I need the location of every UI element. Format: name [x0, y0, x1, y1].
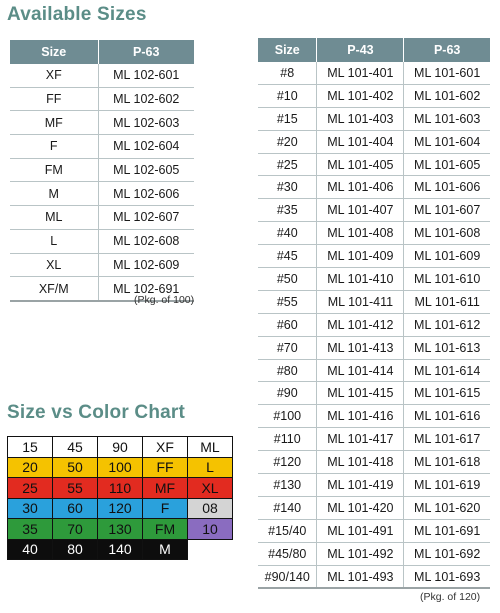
- table-row: [258, 199, 490, 222]
- table-cell: #50: [258, 268, 317, 291]
- color-chart-cell: 25: [8, 478, 53, 499]
- color-chart-cell: 60: [53, 498, 98, 519]
- table-cell: ML 101-605: [404, 153, 490, 176]
- color-chart-cell: 100: [98, 457, 143, 478]
- color-chart-cell: 120: [98, 498, 143, 519]
- table-cell: #130: [258, 474, 317, 497]
- color-chart-cell: 08: [188, 498, 233, 519]
- color-chart-row: [8, 478, 233, 499]
- table-cell: #45/80: [258, 542, 317, 565]
- color-chart-cell: 35: [8, 519, 53, 540]
- table-cell: #90/140: [258, 565, 317, 588]
- table-row: [258, 359, 490, 382]
- table-cell: F: [10, 135, 98, 159]
- table-cell: ML 101-691: [404, 519, 490, 542]
- table-row: [10, 253, 194, 277]
- color-chart-row: [8, 457, 233, 478]
- table-header-row: [10, 40, 194, 64]
- color-chart-cell: 110: [98, 478, 143, 499]
- table-cell: ML 101-491: [317, 519, 404, 542]
- table-row: [258, 382, 490, 405]
- color-chart-row: [8, 519, 233, 540]
- table-cell: #45: [258, 245, 317, 268]
- table-cell: ML 101-416: [317, 405, 404, 428]
- color-chart-heading: Size vs Color Chart: [7, 402, 186, 423]
- table-row: [10, 229, 194, 253]
- table-cell: ML 101-603: [404, 107, 490, 130]
- table-row: [258, 313, 490, 336]
- table-cell: ML 101-417: [317, 428, 404, 451]
- table-cell: #20: [258, 130, 317, 153]
- color-chart-cell: F: [143, 498, 188, 519]
- table-cell: #40: [258, 222, 317, 245]
- table-header-row: [258, 38, 490, 62]
- table-row: [258, 222, 490, 245]
- table-cell: ML 101-608: [404, 222, 490, 245]
- table-row: [10, 206, 194, 230]
- table-row: [258, 519, 490, 542]
- table-cell: ML 102-602: [98, 87, 194, 111]
- color-chart-cell: L: [188, 457, 233, 478]
- table-cell: ML 101-419: [317, 474, 404, 497]
- color-chart-cell: XF: [143, 437, 188, 458]
- table-row: [258, 130, 490, 153]
- table-cell: ML 101-607: [404, 199, 490, 222]
- color-chart-cell: FM: [143, 519, 188, 540]
- table-cell: #80: [258, 359, 317, 382]
- table-cell: #30: [258, 176, 317, 199]
- table-cell: ML 101-404: [317, 130, 404, 153]
- table-cell: ML 102-607: [98, 206, 194, 230]
- column-header: Size: [258, 38, 317, 62]
- table-cell: ML 101-407: [317, 199, 404, 222]
- table-cell: ML 101-692: [404, 542, 490, 565]
- table-row: [258, 62, 490, 84]
- table-row: [10, 135, 194, 159]
- table-row: [10, 111, 194, 135]
- left-sizes-table: [10, 40, 194, 302]
- table-cell: #15/40: [258, 519, 317, 542]
- table-cell: ML 101-619: [404, 474, 490, 497]
- table-cell: XF/M: [10, 277, 98, 301]
- table-row: [258, 405, 490, 428]
- table-cell: XF: [10, 64, 98, 87]
- table-cell: FM: [10, 158, 98, 182]
- table-row: [258, 290, 490, 313]
- color-chart-cell: M: [143, 539, 188, 560]
- table-cell: ML 101-614: [404, 359, 490, 382]
- table-cell: ML 102-606: [98, 182, 194, 206]
- table-cell: MF: [10, 111, 98, 135]
- color-chart-cell: 15: [8, 437, 53, 458]
- column-header: P-43: [317, 38, 404, 62]
- table-cell: #90: [258, 382, 317, 405]
- color-chart-cell: 70: [53, 519, 98, 540]
- table-cell: ML 101-604: [404, 130, 490, 153]
- table-cell: ML 101-405: [317, 153, 404, 176]
- table-cell: #100: [258, 405, 317, 428]
- color-chart-cell: 55: [53, 478, 98, 499]
- table-cell: ML 101-412: [317, 313, 404, 336]
- color-chart-cell: 90: [98, 437, 143, 458]
- table-cell: ML 101-409: [317, 245, 404, 268]
- table-cell: #15: [258, 107, 317, 130]
- table-row: [258, 84, 490, 107]
- table-cell: ML 101-403: [317, 107, 404, 130]
- table-cell: ML 101-617: [404, 428, 490, 451]
- table-row: [258, 107, 490, 130]
- table-cell: ML 101-420: [317, 496, 404, 519]
- table-row: [258, 542, 490, 565]
- color-chart-cell: 40: [8, 539, 53, 560]
- color-chart-cell: XL: [188, 478, 233, 499]
- color-chart-cell: FF: [143, 457, 188, 478]
- table-cell: #55: [258, 290, 317, 313]
- table-cell: ML 101-406: [317, 176, 404, 199]
- color-chart-cell: 50: [53, 457, 98, 478]
- color-chart-cell: 140: [98, 539, 143, 560]
- table-cell: ML 101-693: [404, 565, 490, 588]
- table-cell: #8: [258, 62, 317, 84]
- table-row: [258, 428, 490, 451]
- table-cell: ML 102-609: [98, 253, 194, 277]
- table-cell: ML 101-492: [317, 542, 404, 565]
- table-row: [10, 182, 194, 206]
- table-cell: ML 101-618: [404, 451, 490, 474]
- table-cell: ML 101-414: [317, 359, 404, 382]
- table-cell: ML 101-615: [404, 382, 490, 405]
- table-cell: ML 102-603: [98, 111, 194, 135]
- table-cell: #25: [258, 153, 317, 176]
- table-cell: ML 101-493: [317, 565, 404, 588]
- table-cell: #60: [258, 313, 317, 336]
- table-row: [258, 245, 490, 268]
- table-cell: ML 101-410: [317, 268, 404, 291]
- color-chart-cell: 45: [53, 437, 98, 458]
- table-cell: #70: [258, 336, 317, 359]
- table-cell: ML 101-610: [404, 268, 490, 291]
- table-cell: XL: [10, 253, 98, 277]
- table-row: [258, 176, 490, 199]
- size-color-chart: [7, 436, 233, 560]
- color-chart-cell: 10: [188, 519, 233, 540]
- table-row: [258, 496, 490, 519]
- table-cell: ML 101-616: [404, 405, 490, 428]
- table-cell: #140: [258, 496, 317, 519]
- available-sizes-heading: Available Sizes: [7, 4, 147, 25]
- color-chart-row: [8, 437, 233, 458]
- table-row: [10, 87, 194, 111]
- table-cell: FF: [10, 87, 98, 111]
- table-row: [258, 451, 490, 474]
- table-row: [258, 565, 490, 588]
- table-cell: ML 101-411: [317, 290, 404, 313]
- color-chart-cell: MF: [143, 478, 188, 499]
- table-cell: ML 102-601: [98, 64, 194, 87]
- column-header: P-63: [404, 38, 490, 62]
- table-cell: L: [10, 229, 98, 253]
- package-note: (Pkg. of 100): [134, 294, 195, 306]
- table-cell: ML 101-609: [404, 245, 490, 268]
- color-chart-cell: 80: [53, 539, 98, 560]
- table-row: [258, 268, 490, 291]
- table-cell: ML 102-605: [98, 158, 194, 182]
- table-row: [258, 336, 490, 359]
- table-cell: ML: [10, 206, 98, 230]
- table-cell: #120: [258, 451, 317, 474]
- table-cell: #35: [258, 199, 317, 222]
- color-chart-cell: [188, 539, 233, 560]
- table-cell: ML 101-418: [317, 451, 404, 474]
- table-row: [258, 153, 490, 176]
- table-cell: #110: [258, 428, 317, 451]
- right-sizes-table: [258, 38, 490, 589]
- table-row: [258, 474, 490, 497]
- table-cell: ML 101-408: [317, 222, 404, 245]
- table-cell: ML 101-415: [317, 382, 404, 405]
- table-cell: ML 101-620: [404, 496, 490, 519]
- table-row: [10, 158, 194, 182]
- color-chart-cell: 20: [8, 457, 53, 478]
- table-cell: ML 101-606: [404, 176, 490, 199]
- table-row: [10, 64, 194, 87]
- table-cell: ML 101-602: [404, 84, 490, 107]
- table-cell: ML 102-608: [98, 229, 194, 253]
- table-cell: ML 102-691: [98, 277, 194, 301]
- color-chart-cell: 30: [8, 498, 53, 519]
- color-chart-row: [8, 498, 233, 519]
- table-cell: M: [10, 182, 98, 206]
- color-chart-cell: ML: [188, 437, 233, 458]
- table-cell: ML 101-402: [317, 84, 404, 107]
- color-chart-cell: 130: [98, 519, 143, 540]
- table-cell: ML 101-601: [404, 62, 490, 84]
- package-note: (Pkg. of 120): [420, 591, 481, 603]
- color-chart-row: [8, 539, 233, 560]
- table-cell: ML 102-604: [98, 135, 194, 159]
- table-cell: ML 101-401: [317, 62, 404, 84]
- table-cell: ML 101-612: [404, 313, 490, 336]
- column-header: P-63: [98, 40, 194, 64]
- table-cell: #10: [258, 84, 317, 107]
- table-cell: ML 101-613: [404, 336, 490, 359]
- table-cell: ML 101-611: [404, 290, 490, 313]
- table-cell: ML 101-413: [317, 336, 404, 359]
- column-header: Size: [10, 40, 98, 64]
